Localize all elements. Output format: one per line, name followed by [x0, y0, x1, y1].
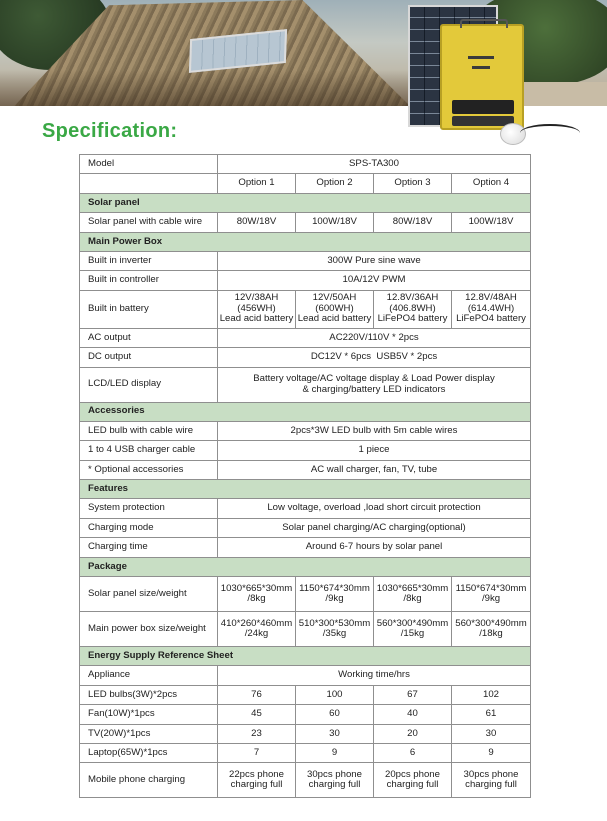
cell-line: 1150*674*30mm [455, 582, 527, 594]
table-row [80, 666, 531, 685]
cell: 100 [296, 685, 374, 704]
table-row [80, 367, 531, 402]
cell-line: charging full [230, 779, 283, 791]
cell-line: /15kg [400, 628, 425, 640]
box-outlet-panel [452, 100, 514, 114]
table-row [80, 441, 531, 460]
model-value: SPS-TA300 [218, 155, 531, 174]
cell: 10A/12V PWM [218, 271, 531, 290]
cell [374, 612, 452, 647]
row-label: * Optional accessories [80, 460, 218, 479]
cell-line: 510*300*530mm [298, 617, 371, 629]
section-solar: Solar panel [80, 193, 531, 212]
box-handle [460, 19, 508, 28]
row-label: DC output [80, 348, 218, 367]
section-header [80, 557, 531, 576]
cell-line: (406.8WH) [389, 302, 436, 314]
table-row [80, 213, 531, 232]
cell-line: (614.4WH) [467, 302, 515, 314]
cell-line: 12V/50AH [312, 292, 357, 304]
row-label: LED bulbs(3W)*2pcs [80, 685, 218, 704]
cell: 102 [452, 685, 531, 704]
cell-line: 560*300*490mm [455, 617, 527, 629]
cell [452, 763, 531, 798]
cell-line: 30pcs phone [307, 768, 362, 780]
row-label: Main power box size/weight [80, 612, 218, 647]
cell-line: LiFePO4 battery [456, 313, 526, 325]
cell [218, 577, 296, 612]
cell [218, 763, 296, 798]
row-label: Mobile phone charging [80, 763, 218, 798]
cell-line: /8kg [403, 593, 422, 605]
row-label: TV(20W)*1pcs [80, 724, 218, 743]
cell [374, 763, 452, 798]
cell: 80W/18V [218, 213, 296, 232]
row-label: AC output [80, 328, 218, 347]
option-header: Option 3 [374, 174, 452, 193]
cell-line: charging full [465, 779, 517, 791]
row-label: Appliance [80, 666, 218, 685]
cell [296, 612, 374, 647]
page-title: Specification: [42, 120, 178, 142]
cell-line: /9kg [325, 593, 344, 605]
specification-table [79, 154, 531, 798]
cell [452, 612, 531, 647]
cell: 40 [374, 705, 452, 724]
cell: Low voltage, overload ,load short circuit protection [218, 499, 531, 518]
cell [374, 290, 452, 328]
table-row [80, 155, 531, 174]
cell-line: charging full [386, 779, 439, 791]
cell-line: 1150*674*30mm [299, 582, 370, 594]
cell-line: (600WH) [315, 302, 354, 314]
table-row [80, 538, 531, 557]
cell: 9 [296, 743, 374, 762]
cell: 23 [218, 724, 296, 743]
product-power-box [440, 24, 524, 130]
row-label: Built in battery [80, 290, 218, 328]
cell-line: (456WH) [237, 302, 276, 314]
cell: 61 [452, 705, 531, 724]
empty-cell [80, 174, 218, 193]
option-header: Option 2 [296, 174, 374, 193]
table-row [80, 251, 531, 270]
cell: 76 [218, 685, 296, 704]
section-header [80, 402, 531, 421]
cell-line: 30pcs phone [463, 768, 519, 780]
section-features: Features [80, 480, 531, 499]
cell [452, 290, 531, 328]
row-label: Built in controller [80, 271, 218, 290]
cell-line: 12V/38AH [234, 292, 279, 304]
cell-line: & charging/battery LED indicators [302, 383, 446, 395]
section-header [80, 232, 531, 251]
cell: 67 [374, 685, 452, 704]
table-row [80, 499, 531, 518]
table-row [80, 743, 531, 762]
cell: 30 [296, 724, 374, 743]
cell-line: 1030*665*30mm [376, 582, 449, 594]
cell-line: 12.8V/48AH [465, 292, 517, 304]
box-indicator [472, 66, 490, 69]
cell: 300W Pure sine wave [218, 251, 531, 270]
table-row [80, 724, 531, 743]
cell: AC wall charger, fan, TV, tube [218, 460, 531, 479]
cell-line: 560*300*490mm [376, 617, 449, 629]
cell [296, 577, 374, 612]
cell: 60 [296, 705, 374, 724]
cell [218, 612, 296, 647]
section-energy: Energy Supply Reference Sheet [80, 647, 531, 666]
cell-line: 12.8V/36AH [386, 292, 439, 304]
cell: 45 [218, 705, 296, 724]
roof-shadow [0, 70, 430, 106]
table-row [80, 685, 531, 704]
cable-icon [520, 124, 580, 142]
cell-line: /24kg [244, 628, 269, 640]
cell: 20 [374, 724, 452, 743]
cell: 2pcs*3W LED bulb with 5m cable wires [218, 421, 531, 440]
cell: Solar panel charging/AC charging(optional) [218, 518, 531, 537]
table-row [80, 174, 531, 193]
table-row [80, 518, 531, 537]
cell [218, 290, 296, 328]
cell: 100W/18V [296, 213, 374, 232]
table-row [80, 421, 531, 440]
row-label: Fan(10W)*1pcs [80, 705, 218, 724]
cell-line: 22pcs phone [229, 768, 284, 780]
cell-line: /8kg [247, 593, 266, 605]
cell-line: 1030*665*30mm [220, 582, 293, 594]
cell-line: Lead acid battery [297, 313, 372, 325]
cell: 80W/18V [374, 213, 452, 232]
section-main: Main Power Box [80, 232, 531, 251]
row-label: Solar panel size/weight [80, 577, 218, 612]
cell-line: charging full [308, 779, 361, 791]
cell: Around 6-7 hours by solar panel [218, 538, 531, 557]
cell-line: 410*260*460mm [220, 617, 293, 629]
table-row [80, 705, 531, 724]
table-row [80, 328, 531, 347]
cell [296, 290, 374, 328]
cell-line: 20pcs phone [385, 768, 440, 780]
table-row [80, 348, 531, 367]
row-label: LED bulb with cable wire [80, 421, 218, 440]
cell [374, 577, 452, 612]
section-header [80, 647, 531, 666]
model-label: Model [80, 155, 218, 174]
cell-line: Lead acid battery [219, 313, 294, 325]
row-label: 1 to 4 USB charger cable [80, 441, 218, 460]
row-label: Laptop(65W)*1pcs [80, 743, 218, 762]
section-header [80, 480, 531, 499]
row-label: Solar panel with cable wire [80, 213, 218, 232]
cell: 100W/18V [452, 213, 531, 232]
cell-line: LiFePO4 battery [377, 313, 448, 325]
cell: 30 [452, 724, 531, 743]
table-row [80, 271, 531, 290]
table-row [80, 290, 531, 328]
table-row [80, 577, 531, 612]
cell-line: /18kg [479, 628, 503, 640]
section-header [80, 193, 531, 212]
cell: AC220V/110V * 2pcs [218, 328, 531, 347]
cell-line: Battery voltage/AC voltage display & Load Power display [253, 373, 495, 385]
cell: 1 piece [218, 441, 531, 460]
cell-line: /9kg [481, 593, 501, 605]
cell: Working time/hrs [218, 666, 531, 685]
row-label: Charging mode [80, 518, 218, 537]
section-accessories: Accessories [80, 402, 531, 421]
table-row [80, 612, 531, 647]
row-label: System protection [80, 499, 218, 518]
cell-line: /35kg [322, 628, 347, 640]
cell: 9 [452, 743, 531, 762]
cell: 6 [374, 743, 452, 762]
cell: 7 [218, 743, 296, 762]
cell [218, 367, 531, 402]
table-row [80, 460, 531, 479]
option-header: Option 1 [218, 174, 296, 193]
box-display [468, 56, 494, 59]
option-header: Option 4 [452, 174, 531, 193]
row-label: Built in inverter [80, 251, 218, 270]
cell: DC12V * 6pcs USB5V * 2pcs [218, 348, 531, 367]
section-package: Package [80, 557, 531, 576]
row-label: Charging time [80, 538, 218, 557]
cell [452, 577, 531, 612]
row-label: LCD/LED display [80, 367, 218, 402]
cell [296, 763, 374, 798]
table-row [80, 763, 531, 798]
